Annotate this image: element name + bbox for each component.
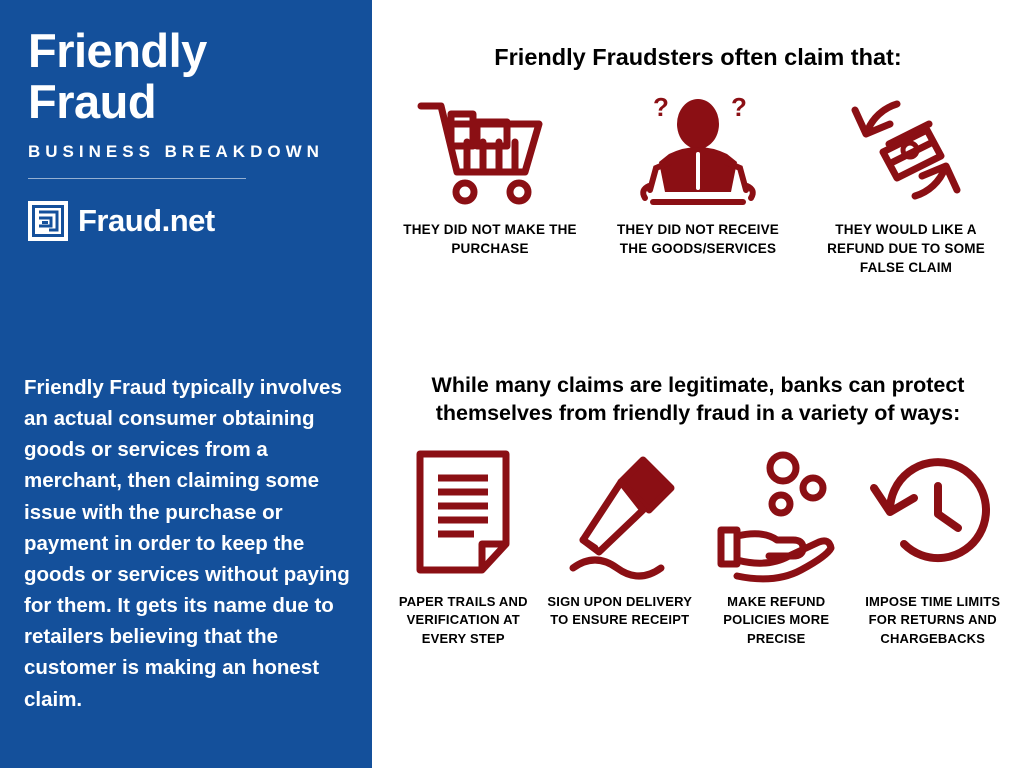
- protection-card-label: MAKE REFUND POLICIES MORE PRECISE: [723, 594, 830, 646]
- brand-logo: [28, 201, 344, 241]
- svg-text:?: ?: [653, 92, 669, 123]
- page-title: Friendly Fraud: [28, 24, 207, 128]
- main-content: [372, 0, 1024, 768]
- section1-cards: [390, 86, 1006, 277]
- protection-card-label: IMPOSE TIME LIMITS FOR RETURNS AND CHARGEBACKS: [865, 594, 1001, 646]
- section2-cards: [390, 439, 1006, 648]
- divider: [28, 178, 246, 179]
- claim-card: [816, 86, 996, 277]
- protection-card: [547, 439, 694, 630]
- protection-card: [390, 439, 537, 648]
- claim-card: [608, 86, 788, 258]
- claim-card-label: THEY DID NOT MAKE THE PURCHASE: [403, 222, 577, 257]
- section2-heading: While many claims are legitimate, banks can protect themselves from friendly fraud in a variety of ways:: [431, 373, 965, 425]
- clock-reverse-icon: [860, 439, 1007, 589]
- shrugging-person-icon: [608, 86, 788, 216]
- shopping-cart-icon: [400, 86, 580, 216]
- claim-card-label: THEY DID NOT RECEIVE THE GOODS/SERVICES: [616, 222, 780, 257]
- protection-card-label: SIGN UPON DELIVERY TO ENSURE RECEIPT: [547, 594, 693, 628]
- hand-with-coins-icon: [703, 439, 850, 589]
- page-subtitle: BUSINESS BREAKDOWN: [28, 141, 324, 161]
- protection-card-label: PAPER TRAILS AND VERIFICATION AT EVERY STEP: [398, 594, 528, 646]
- section2: [390, 372, 1006, 648]
- claim-card: [400, 86, 580, 258]
- money-refund-arrows-icon: [816, 86, 996, 216]
- fraudnet-maze-logo-icon: [28, 201, 68, 241]
- brand-logo-text: Fraud.net: [78, 202, 215, 238]
- sidebar-body-text: Friendly Fraud typically involves an actual consumer obtaining goods or services from a merchant, then claiming some issue with the purchase or payment in order to keep the goods or services without paying for them. It gets its name due to retailers believing that the customer is making an honest claim.: [24, 376, 350, 711]
- section1-heading: Friendly Fraudsters often claim that:: [494, 44, 902, 70]
- sidebar: [0, 0, 372, 768]
- protection-card: [860, 439, 1007, 648]
- signing-pen-icon: [547, 439, 694, 589]
- svg-text:?: ?: [731, 92, 747, 123]
- claim-card-label: THEY WOULD LIKE A REFUND DUE TO SOME FALSE CLAIM: [827, 222, 985, 276]
- document-paper-icon: [390, 439, 537, 589]
- protection-card: [703, 439, 850, 648]
